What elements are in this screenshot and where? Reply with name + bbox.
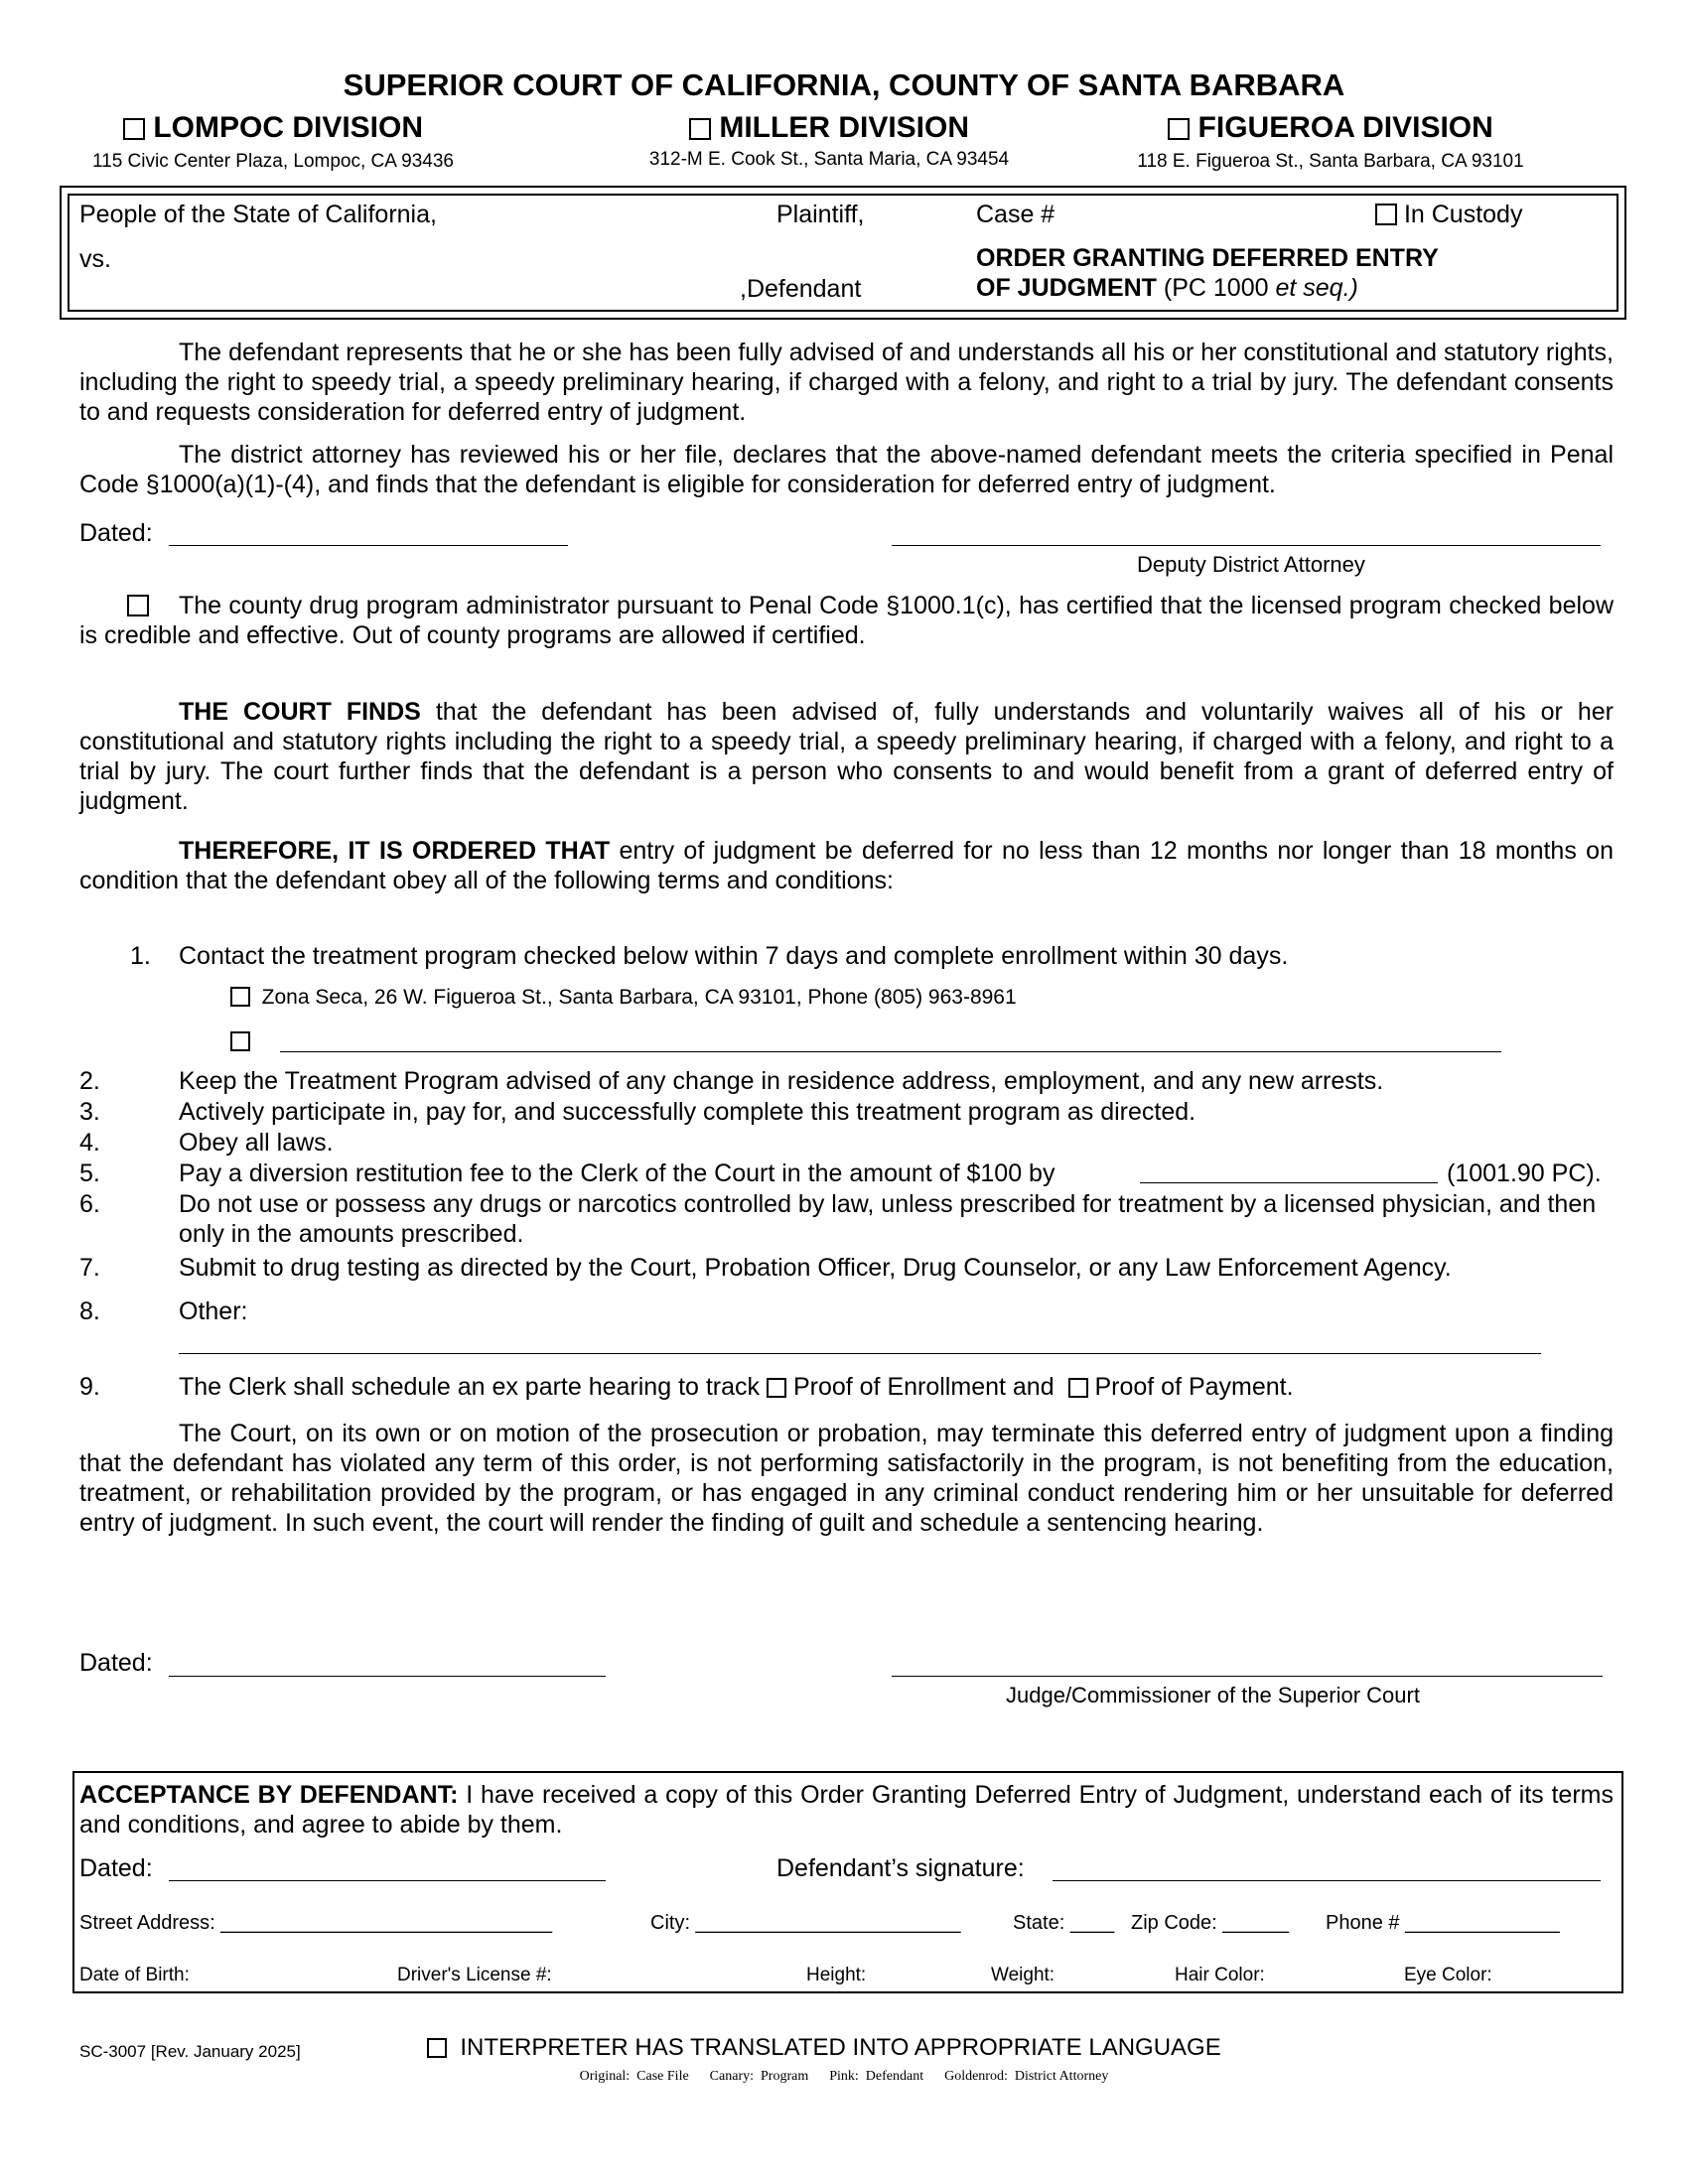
defendant-label: ,Defendant — [740, 275, 862, 303]
deputy-da-label: Deputy District Attorney — [1137, 552, 1365, 577]
figueroa-checkbox[interactable] — [1168, 118, 1190, 140]
condition-2: Keep the Treatment Program advised of any change in residence address, employment, and any new arrests. — [179, 1067, 1384, 1095]
condition-number: 3. — [79, 1098, 100, 1126]
division-address: 118 E. Figueroa St., Santa Barbara, CA 93101 — [1137, 151, 1524, 172]
city-field[interactable]: City: ________________________ — [650, 1912, 961, 1934]
defendant-representation: The defendant represents that he or she has been fully advised of and understands all his or her constitutional and statutory rights, including the right to speedy trial, a speedy preliminary hearing, if charged with a felony, and right to a trial by jury. The defendant consents to and requests consideration for deferred entry of judgment. — [79, 339, 1614, 426]
form-number: SC-3007 [Rev. January 2025] — [79, 2042, 301, 2061]
judge-label: Judge/Commissioner of the Superior Court — [1006, 1683, 1420, 1707]
weight-field[interactable]: Weight: — [991, 1965, 1055, 1985]
division-address: 115 Civic Center Plaza, Lompoc, CA 93436 — [91, 151, 454, 172]
dob-field[interactable]: Date of Birth: — [79, 1965, 190, 1985]
defendant-signature-line[interactable] — [1053, 1880, 1601, 1881]
da-dated-label: Dated: — [79, 519, 153, 547]
da-dated-line[interactable] — [169, 545, 568, 546]
termination-paragraph: The Court, on its own or on motion of the prosecution or probation, may terminate this deferred entry of judgment upon a finding that the defendant has violated any term of this order, is not performing satisfactorily in the program, is not benefiting from the education, treatment, or rehabilitation provided by the program, or has engaged in any criminal conduct rendering him or her unsuitable for deferred entry of judgment. In such event, the court will render the finding of guilt and schedule a sentencing hearing. — [79, 1420, 1614, 1537]
condition-9-text: The Clerk shall schedule an ex parte hearing to track — [179, 1373, 761, 1401]
condition-6: Do not use or possess any drugs or narcotics controlled by law, unless prescribed for treatment by a licensed physician, and then only in the amounts prescribed. — [179, 1190, 1597, 1248]
other-program-line[interactable] — [280, 1051, 1501, 1052]
vs-label: vs. — [79, 245, 111, 273]
condition-number: 5. — [79, 1160, 100, 1187]
lompoc-checkbox[interactable] — [123, 118, 145, 140]
court-title: SUPERIOR COURT OF CALIFORNIA, COUNTY OF SANTA BARBARA — [343, 68, 1345, 102]
da-signature-line[interactable] — [892, 545, 1601, 546]
fee-due-date-line[interactable] — [1140, 1182, 1438, 1183]
ordered-text: entry of judgment be deferred for no less than 12 months nor longer than 18 months on condition that the defendant obey all of the following terms and conditions: — [79, 837, 1614, 894]
it-is-ordered — [79, 836, 1614, 895]
defendant-signature-label: Defendant’s signature: — [776, 1854, 1025, 1882]
division-name: FIGUEROA DIVISION — [1197, 111, 1493, 144]
county-drug-program: The county drug program administrator pursuant to Penal Code §1000.1(c), has certified that the licensed program checked below is credible and effective. Out of county programs are allowed if certified. — [79, 592, 1614, 649]
street-address-field[interactable]: Street Address: ______________________________ — [79, 1912, 552, 1934]
case-number-label: Case # — [976, 201, 1055, 228]
district-attorney-review: The district attorney has reviewed his or her file, declares that the above-named defendant meets the criteria specified in Penal Code §1000(a)(1)-(4), and finds that the defendant is eligible for consideration for deferred entry of judgment. — [79, 441, 1614, 498]
judge-signature-line[interactable] — [892, 1676, 1603, 1677]
acceptance-dated-line[interactable] — [169, 1880, 606, 1881]
condition-number: 7. — [79, 1254, 100, 1282]
other-program-option[interactable] — [230, 1031, 250, 1053]
interpreter-label: INTERPRETER HAS TRANSLATED INTO APPROPRIATE LANGUAGE — [460, 2034, 1221, 2061]
court-finds — [79, 697, 1614, 816]
acceptance-body: I have received a copy of this Order Granting Deferred Entry of Judgment, understand each of its terms and conditions, and agree to abide by them. — [79, 1781, 1614, 1839]
in-custody[interactable] — [1375, 201, 1522, 229]
height-field[interactable]: Height: — [806, 1965, 867, 1985]
other-condition-line[interactable] — [179, 1353, 1541, 1354]
order-title-italic: et seq.) — [1275, 274, 1358, 302]
zona-seca-checkbox[interactable] — [230, 987, 250, 1007]
court-finds-text: that the defendant has been advised of, fully understands and voluntarily waives all of his or her constitutional and statutory rights including the right to a speedy trial, a speedy preliminary hearing, if charged with a felony, and right to a trial by jury. The court further finds that the defendant is a person who consents to and would benefit from a grant of deferred entry of judgment. — [79, 698, 1614, 815]
interpreter-checkbox[interactable] — [427, 2038, 447, 2058]
division-miller — [606, 111, 1053, 171]
condition-number: 4. — [79, 1129, 100, 1157]
plaintiff-label: Plaintiff, — [776, 201, 865, 228]
court-finds-heading: THE COURT FINDS — [179, 698, 421, 726]
condition-9 — [179, 1372, 1614, 1402]
condition-5-statute: (1001.90 PC). — [1447, 1160, 1602, 1187]
zip-code-field[interactable]: Zip Code: ______ — [1131, 1912, 1290, 1934]
proof-enrollment-label: Proof of Enrollment and — [792, 1373, 1055, 1401]
condition-1: Contact the treatment program checked below within 7 days and complete enrollment within 30 days. — [179, 942, 1289, 970]
condition-5: Pay a diversion restitution fee to the Clerk of the Court in the amount of $100 by — [179, 1160, 1055, 1187]
license-field[interactable]: Driver's License #: — [397, 1965, 552, 1985]
proof-payment-label: Proof of Payment. — [1094, 1373, 1294, 1401]
proof-enrollment-checkbox[interactable] — [767, 1378, 786, 1398]
acceptance-dated-label: Dated: — [79, 1854, 153, 1882]
state-field[interactable]: State: ____ — [1013, 1912, 1115, 1934]
acceptance-heading: ACCEPTANCE BY DEFENDANT: — [79, 1781, 459, 1809]
condition-number: 1. — [130, 942, 151, 970]
condition-3: Actively participate in, pay for, and successfully complete this treatment program as directed. — [179, 1098, 1196, 1126]
hair-color-field[interactable]: Hair Color: — [1175, 1965, 1265, 1985]
condition-number: 8. — [79, 1297, 100, 1325]
ordered-heading: THEREFORE, IT IS ORDERED THAT — [179, 837, 611, 865]
condition-number: 6. — [79, 1190, 100, 1218]
judge-dated-label: Dated: — [79, 1649, 153, 1677]
division-name: MILLER DIVISION — [719, 111, 970, 144]
zona-seca-label: Zona Seca, 26 W. Figueroa St., Santa Barbara, CA 93101, Phone (805) 963-8961 — [261, 986, 1017, 1009]
order-title-bold: OF JUDGMENT — [976, 274, 1157, 302]
in-custody-checkbox[interactable] — [1375, 204, 1397, 225]
division-lompoc — [79, 111, 467, 173]
in-custody-label: In Custody — [1403, 201, 1523, 228]
order-title-line1: ORDER GRANTING DEFERRED ENTRY — [976, 244, 1439, 272]
condition-7: Submit to drug testing as directed by the Court, Probation Officer, Drug Counselor, or any Law Enforcement Agency. — [179, 1254, 1452, 1282]
eye-color-field[interactable]: Eye Color: — [1404, 1965, 1492, 1985]
division-address: 312-M E. Cook St., Santa Maria, CA 93454 — [648, 149, 1010, 170]
order-title — [976, 243, 1439, 303]
miller-checkbox[interactable] — [689, 118, 711, 140]
judge-dated-line[interactable] — [169, 1676, 606, 1677]
proof-payment-checkbox[interactable] — [1068, 1378, 1088, 1398]
people-label: People of the State of California, — [79, 201, 437, 228]
acceptance-text — [79, 1780, 1614, 1840]
copy-distribution: Original: Case File Canary: Program Pink: Defendant Goldenrod: District Attorney — [579, 2069, 1109, 2084]
interpreter-option[interactable] — [427, 2034, 1221, 2062]
condition-number: 9. — [79, 1373, 100, 1401]
order-title-statute: (PC 1000 — [1156, 274, 1276, 302]
division-figueroa — [1092, 111, 1569, 173]
zona-seca-option[interactable] — [230, 986, 1017, 1010]
condition-8: Other: — [179, 1297, 248, 1325]
condition-number: 2. — [79, 1067, 100, 1095]
division-name: LOMPOC DIVISION — [153, 111, 424, 144]
condition-4: Obey all laws. — [179, 1129, 334, 1157]
phone-field[interactable]: Phone # ______________ — [1326, 1912, 1560, 1934]
